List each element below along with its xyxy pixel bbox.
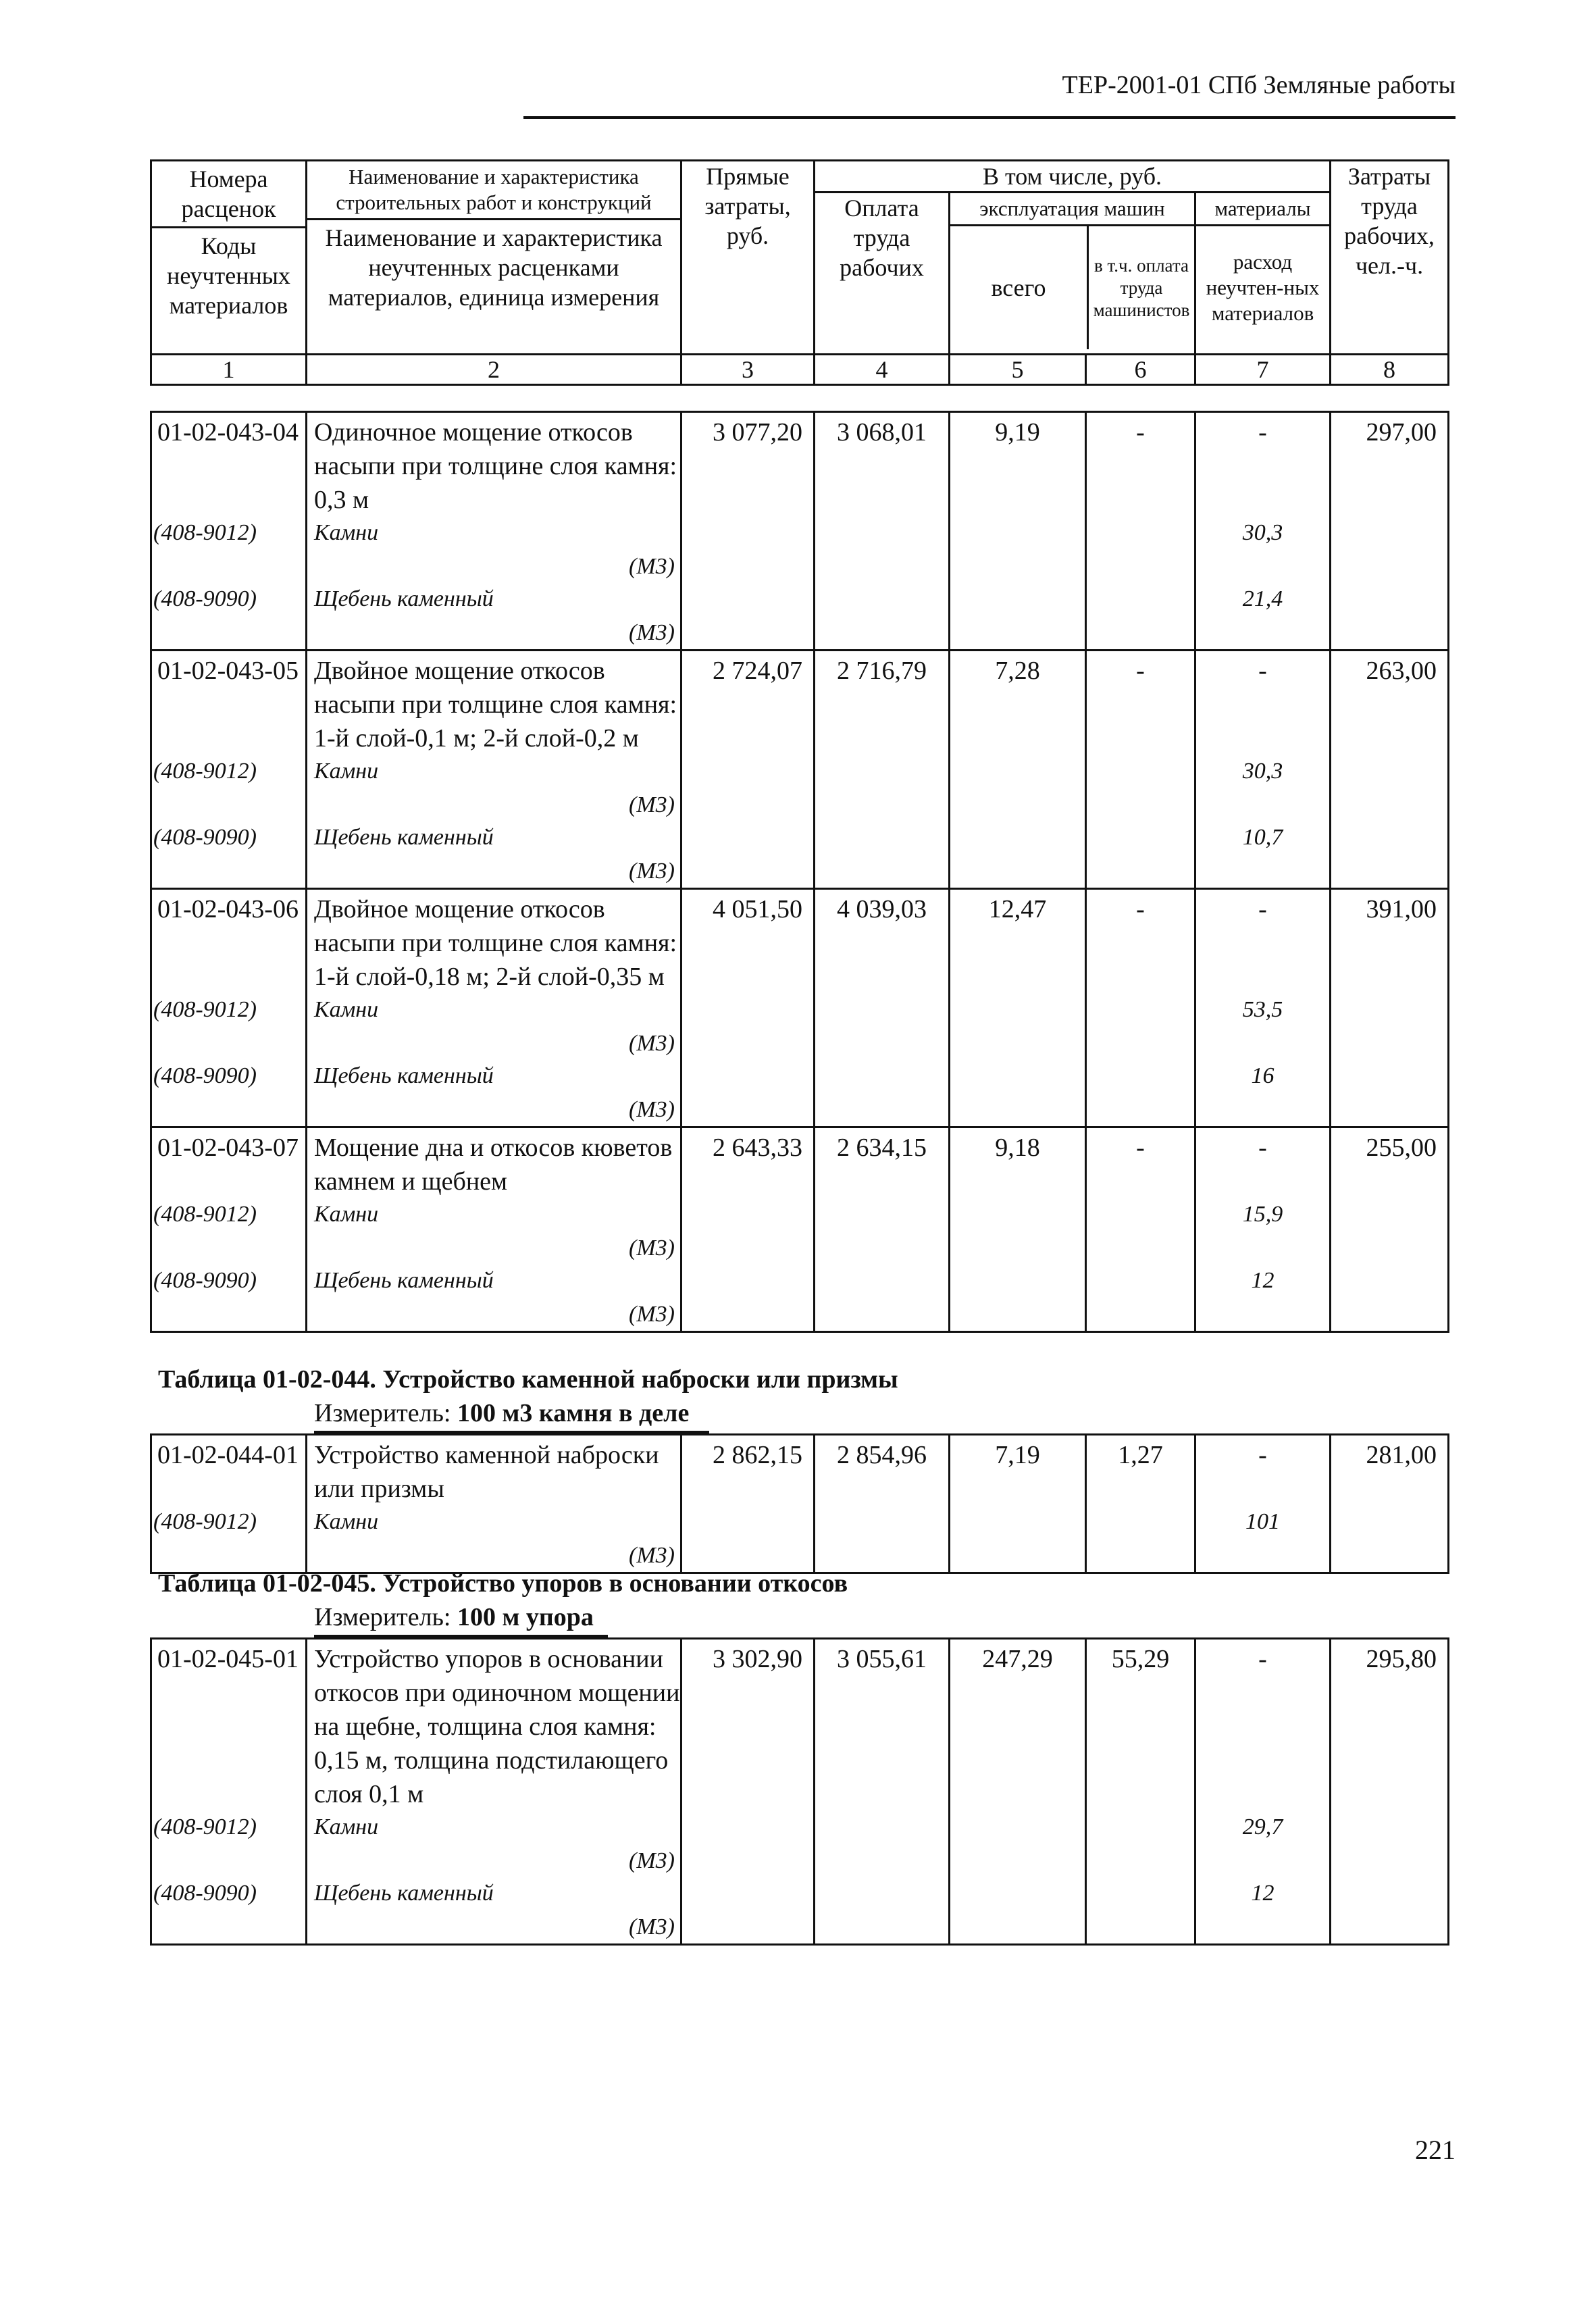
material-name-cell	[307, 1265, 681, 1332]
rates-table-044-body	[151, 1435, 1449, 1573]
empty-cell	[815, 1811, 950, 1877]
empty-cell	[681, 1506, 815, 1573]
machine-cost: 7,19	[950, 1435, 1086, 1506]
table-caption-044: Таблица 01-02-044. Устройство каменной наброски или призмы	[158, 1365, 898, 1394]
material-cost: -	[1195, 412, 1331, 517]
material-code: (408-9012)	[151, 1811, 307, 1877]
material-unit: (М3)	[629, 1543, 675, 1568]
header-col5: всего	[950, 226, 1089, 349]
material-cost: -	[1195, 651, 1331, 756]
empty-cell	[950, 1060, 1086, 1127]
empty-cell	[681, 1877, 815, 1945]
running-header: ТЕР-2001-01 СПб Земляные работы	[1062, 71, 1456, 99]
material-quantity: 12	[1195, 1877, 1331, 1945]
empty-cell	[1086, 994, 1195, 1060]
empty-cell	[1086, 1811, 1195, 1877]
labor-hours: 297,00	[1331, 412, 1449, 517]
material-code: (408-9090)	[151, 583, 307, 651]
direct-cost: 3 077,20	[681, 412, 815, 517]
machine-cost: 12,47	[950, 889, 1086, 994]
material-name-cell	[307, 1506, 681, 1573]
labor-cost: 3 068,01	[815, 412, 950, 517]
material-code: (408-9012)	[151, 1506, 307, 1573]
material-unit: (М3)	[629, 859, 675, 884]
material-name-cell	[307, 1877, 681, 1945]
rates-table-043-body	[151, 412, 1449, 1332]
empty-cell	[681, 821, 815, 889]
material-name-cell	[307, 1811, 681, 1877]
material-unit: (М3)	[629, 1236, 675, 1261]
material-name: Щебень каменный	[314, 1881, 494, 1906]
header-col7: расход неучтен-ных материалов	[1206, 250, 1320, 325]
empty-cell	[950, 1811, 1086, 1877]
empty-cell	[815, 1506, 950, 1573]
material-unit: (М3)	[629, 792, 675, 817]
rates-table-045	[150, 1637, 1449, 1946]
meter-045: Измеритель: 100 м упора	[314, 1603, 594, 1631]
empty-cell	[950, 755, 1086, 821]
machine-cost: 247,29	[950, 1639, 1086, 1812]
material-name-cell	[307, 994, 681, 1060]
labor-cost: 4 039,03	[815, 889, 950, 994]
machine-cost: 9,19	[950, 412, 1086, 517]
rate-row	[151, 889, 1449, 994]
empty-cell	[681, 517, 815, 583]
labor-hours: 255,00	[1331, 1127, 1449, 1199]
material-unit: (М3)	[629, 1302, 675, 1327]
header-col4: Оплата труда рабочих	[815, 193, 950, 355]
col-number: 8	[1331, 355, 1449, 385]
empty-cell	[815, 1060, 950, 1127]
col-number: 6	[1086, 355, 1195, 385]
rate-row	[151, 651, 1449, 756]
material-cost: -	[1195, 889, 1331, 994]
material-name-cell	[307, 755, 681, 821]
material-cost: -	[1195, 1127, 1331, 1199]
labor-hours: 263,00	[1331, 651, 1449, 756]
material-unit: (М3)	[629, 1848, 675, 1873]
machinist-labor-cost: -	[1086, 651, 1195, 756]
empty-cell	[1086, 1506, 1195, 1573]
column-header-table	[150, 159, 1449, 386]
machinist-labor-cost: 55,29	[1086, 1639, 1195, 1812]
material-code: (408-9090)	[151, 1060, 307, 1127]
empty-cell	[1331, 1811, 1449, 1877]
empty-cell	[681, 1198, 815, 1265]
material-quantity: 21,4	[1195, 583, 1331, 651]
empty-cell	[950, 1265, 1086, 1332]
material-name: Камни	[314, 520, 379, 545]
col-number: 2	[307, 355, 681, 385]
material-row	[151, 1811, 1449, 1877]
empty-cell	[950, 821, 1086, 889]
material-cost: -	[1195, 1435, 1331, 1506]
material-row	[151, 583, 1449, 651]
material-name: Щебень каменный	[314, 1063, 494, 1088]
col-number: 5	[950, 355, 1086, 385]
rates-table-043	[150, 411, 1449, 1333]
material-quantity: 12	[1195, 1265, 1331, 1332]
empty-cell	[815, 755, 950, 821]
header-machines: эксплуатация машин всего в т.ч. оплата труда машинистов	[950, 193, 1195, 355]
col-number: 7	[1195, 355, 1331, 385]
material-code: (408-9012)	[151, 517, 307, 583]
col-number: 1	[151, 355, 307, 385]
empty-cell	[681, 1811, 815, 1877]
empty-cell	[1086, 755, 1195, 821]
material-name-cell	[307, 517, 681, 583]
material-row	[151, 517, 1449, 583]
rate-code: 01-02-043-07	[151, 1127, 307, 1199]
material-row	[151, 1877, 1449, 1945]
direct-cost: 2 862,15	[681, 1435, 815, 1506]
rate-code: 01-02-045-01	[151, 1639, 307, 1812]
table-caption-045: Таблица 01-02-045. Устройство упоров в основании откосов	[158, 1569, 848, 1598]
machine-cost: 9,18	[950, 1127, 1086, 1199]
empty-cell	[1331, 1506, 1449, 1573]
empty-cell	[1086, 517, 1195, 583]
material-name: Щебень каменный	[314, 1268, 494, 1293]
empty-cell	[1331, 994, 1449, 1060]
header-col2: Наименование и характеристика строительных работ и конструкций Наименование и характеристика неучтенных расценками материалов, единица измерения	[307, 161, 681, 355]
material-name: Камни	[314, 997, 379, 1022]
material-name-cell	[307, 821, 681, 889]
direct-cost: 3 302,90	[681, 1639, 815, 1812]
material-row	[151, 755, 1449, 821]
material-unit: (М3)	[629, 554, 675, 579]
rates-table-045-body	[151, 1639, 1449, 1945]
empty-cell	[1086, 1198, 1195, 1265]
rate-code: 01-02-043-05	[151, 651, 307, 756]
header-rule	[523, 116, 1456, 119]
material-code: (408-9012)	[151, 994, 307, 1060]
material-name: Камни	[314, 1509, 379, 1534]
material-quantity: 30,3	[1195, 755, 1331, 821]
empty-cell	[815, 1198, 950, 1265]
direct-cost: 4 051,50	[681, 889, 815, 994]
labor-cost: 2 634,15	[815, 1127, 950, 1199]
rate-name: Одиночное мощение откосов насыпи при толщине слоя камня: 0,3 м	[307, 412, 681, 517]
col-number: 3	[681, 355, 815, 385]
empty-cell	[950, 1877, 1086, 1945]
rate-name: Устройство упоров в основании откосов при одиночном мощении на щебне, толщина слоя камня: 0,15 м, толщина подстилающего слоя 0,1 м	[307, 1639, 681, 1812]
labor-hours: 281,00	[1331, 1435, 1449, 1506]
empty-cell	[950, 583, 1086, 651]
empty-cell	[950, 1198, 1086, 1265]
empty-cell	[1331, 583, 1449, 651]
empty-cell	[1331, 1265, 1449, 1332]
labor-cost: 3 055,61	[815, 1639, 950, 1812]
material-quantity: 30,3	[1195, 517, 1331, 583]
empty-cell	[815, 994, 950, 1060]
rate-name: Двойное мощение откосов насыпи при толщине слоя камня: 1-й слой-0,1 м; 2-й слой-0,2 м	[307, 651, 681, 756]
material-name-cell	[307, 583, 681, 651]
material-row	[151, 994, 1449, 1060]
empty-cell	[815, 1265, 950, 1332]
empty-cell	[681, 1265, 815, 1332]
header-group: В том числе, руб.	[815, 161, 1331, 193]
direct-cost: 2 724,07	[681, 651, 815, 756]
empty-cell	[681, 583, 815, 651]
rates-table-044	[150, 1433, 1449, 1574]
material-name: Камни	[314, 1202, 379, 1227]
empty-cell	[1331, 755, 1449, 821]
material-quantity: 15,9	[1195, 1198, 1331, 1265]
machinist-labor-cost: 1,27	[1086, 1435, 1195, 1506]
material-cost: -	[1195, 1639, 1331, 1812]
meter-044: Измеритель: 100 м3 камня в деле	[314, 1399, 690, 1427]
machinist-labor-cost: -	[1086, 889, 1195, 994]
empty-cell	[1331, 1877, 1449, 1945]
header-col3: Прямые затраты, руб.	[681, 161, 815, 355]
material-unit: (М3)	[629, 1097, 675, 1122]
empty-cell	[1331, 517, 1449, 583]
machine-cost: 7,28	[950, 651, 1086, 756]
empty-cell	[815, 517, 950, 583]
empty-cell	[1086, 583, 1195, 651]
empty-cell	[815, 821, 950, 889]
material-code: (408-9090)	[151, 821, 307, 889]
material-name: Щебень каменный	[314, 825, 494, 850]
empty-cell	[950, 994, 1086, 1060]
direct-cost: 2 643,33	[681, 1127, 815, 1199]
rate-row	[151, 412, 1449, 517]
material-unit: (М3)	[629, 1914, 675, 1939]
empty-cell	[681, 994, 815, 1060]
rate-name: Двойное мощение откосов насыпи при толщине слоя камня: 1-й слой-0,18 м; 2-й слой-0,35 м	[307, 889, 681, 994]
rate-code: 01-02-044-01	[151, 1435, 307, 1506]
material-quantity: 101	[1195, 1506, 1331, 1573]
rate-row	[151, 1435, 1449, 1506]
material-row	[151, 1506, 1449, 1573]
empty-cell	[681, 1060, 815, 1127]
material-unit: (М3)	[629, 620, 675, 645]
material-unit: (М3)	[629, 1031, 675, 1056]
header-col6: в т.ч. оплата труда машинистов	[1093, 255, 1190, 320]
material-quantity: 16	[1195, 1060, 1331, 1127]
material-code: (408-9090)	[151, 1877, 307, 1945]
labor-hours: 295,80	[1331, 1639, 1449, 1812]
material-row	[151, 1265, 1449, 1332]
material-quantity: 29,7	[1195, 1811, 1331, 1877]
rate-row	[151, 1639, 1449, 1812]
empty-cell	[681, 755, 815, 821]
empty-cell	[1086, 1877, 1195, 1945]
material-code: (408-9012)	[151, 1198, 307, 1265]
material-row	[151, 821, 1449, 889]
material-row	[151, 1198, 1449, 1265]
header-col1: Номера расценок Коды неучтенных материалов	[151, 161, 307, 355]
material-quantity: 53,5	[1195, 994, 1331, 1060]
empty-cell	[1331, 821, 1449, 889]
material-quantity: 10,7	[1195, 821, 1331, 889]
empty-cell	[1086, 1060, 1195, 1127]
material-name: Щебень каменный	[314, 586, 494, 611]
empty-cell	[1086, 1265, 1195, 1332]
material-name-cell	[307, 1060, 681, 1127]
empty-cell	[950, 1506, 1086, 1573]
rate-code: 01-02-043-04	[151, 412, 307, 517]
labor-cost: 2 854,96	[815, 1435, 950, 1506]
machinist-labor-cost: -	[1086, 1127, 1195, 1199]
labor-cost: 2 716,79	[815, 651, 950, 756]
empty-cell	[815, 1877, 950, 1945]
header-materials: материалы расход неучтен-ных материалов	[1195, 193, 1331, 355]
rate-code: 01-02-043-06	[151, 889, 307, 994]
header-col8: Затраты труда рабочих, чел.-ч.	[1331, 161, 1449, 355]
material-name: Камни	[314, 1814, 379, 1839]
material-name: Камни	[314, 759, 379, 784]
empty-cell	[950, 517, 1086, 583]
page-number: 221	[1415, 2135, 1456, 2165]
empty-cell	[1086, 821, 1195, 889]
empty-cell	[815, 583, 950, 651]
labor-hours: 391,00	[1331, 889, 1449, 994]
empty-cell	[1331, 1060, 1449, 1127]
rate-row	[151, 1127, 1449, 1199]
material-code: (408-9090)	[151, 1265, 307, 1332]
machinist-labor-cost: -	[1086, 412, 1195, 517]
material-name-cell	[307, 1198, 681, 1265]
material-code: (408-9012)	[151, 755, 307, 821]
rate-name: Устройство каменной наброски или призмы	[307, 1435, 681, 1506]
material-row	[151, 1060, 1449, 1127]
rate-name: Мощение дна и откосов кюветов камнем и щебнем	[307, 1127, 681, 1199]
empty-cell	[1331, 1198, 1449, 1265]
col-number: 4	[815, 355, 950, 385]
